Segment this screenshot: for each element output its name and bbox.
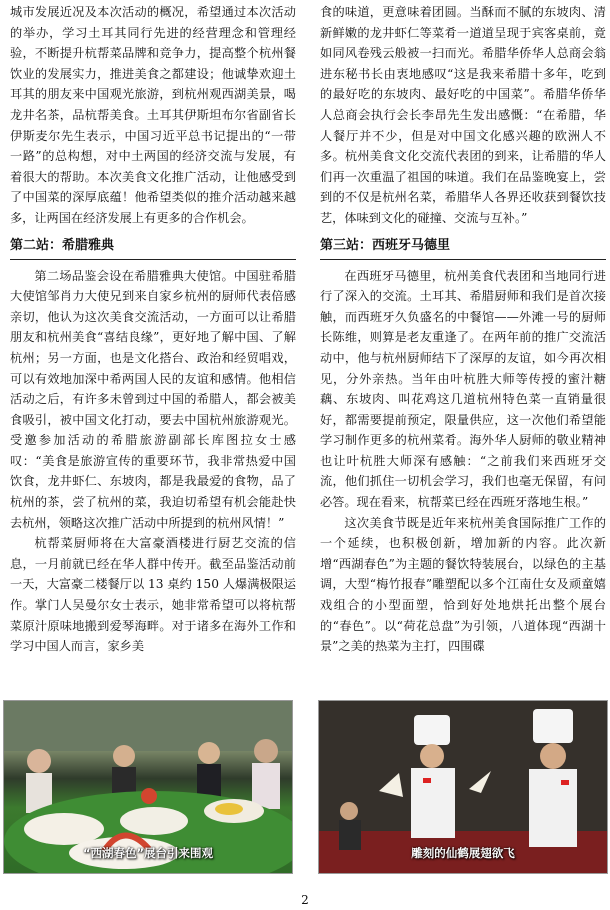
photo-right-caption: 雕刻的仙鹤展翅欲飞 [411,846,515,860]
left-paragraph-1: 第二场品鉴会设在希腊雅典大使馆。中国驻希腊大使馆邹肖力大使兄到来自家乡杭州的厨师代表倍感亲切，他认为这次美食交流活动，一方面可以让希腊朋友和杭州美食“喜结良缘”，更好地了解中国、了解杭州；另一方面，也是文化搭台、政治和经贸唱戏，可以有效地加深中希两国人民的友谊和感情。他相信活动之后，有许多未曾到过中国的希腊人，都会被美食吸引，被中国文化打动，要去中国杭州旅游观光。受邀参加活动的希腊旅游副部长库图拉女士感叹：“美食是旅游宣传的重要环节，我非常热爱中国饮食，龙井虾仁、东坡肉，都是我最爱的食物，品了杭州的茶，尝了杭州的菜，我迫切希望有机会能赴快去杭州，领略这次推广活动中所提到的杭州风情！” [10,268,296,530]
right-intro-paragraph: 食的味道，更意味着团圆。当酥而不腻的东坡肉、清新鲜嫩的龙井虾仁等菜肴一道道呈现于宾客桌前，竟如同风卷残云般被一扫而光。希腊华侨华人总商会翁进东秘书长由衷地感叹“这是我来希腊十多年，吃到的最好吃的东坡肉、最好吃的中国菜”。希腊华侨华人总商会执行会长李昂先生发出感慨：“在希腊，华人餐厅并不少，但是对中国文化感兴趣的欧洲人不多。杭州美食文化交流代表团的到来，让希腊的华人们再一次重温了祖国的味道。我们在品鉴晚宴上，尝到的不仅是杭州名菜，希腊华人各界还收获到餐饮技艺，体味到文化的碰撞、交流与互补。” [320,5,606,225]
left-paragraph-2: 杭帮菜厨师将在大富豪酒楼进行厨艺交流的信息，一月前就已经在华人群中传开。截至品鉴活动前一天，大富豪二楼餐厅以 13 桌约 150 人爆满极限运作。掌门人吴曼尔女士表示，她非常希望可以将杭帮菜原汁原味地搬到爱琴海畔。对于诸多在海外工作和学习中国人而言，家乡美 [10,536,296,654]
photo-carved-crane [318,700,608,874]
photo-left-caption: “西湖春色”展台引来围观 [82,846,214,860]
right-paragraph-2: 这次美食节既是近年来杭州美食国际推广工作的一个延续，也积极创新，增加新的内容。此次新增“西湖春色”为主题的餐饮特装展台，以绿色的主基调，大型“梅竹报春”雕塑配以多个江南仕女及顽童嬉戏组合的小型面塑，恰到好处地烘托出整个展台的“春色”。以“荷花总盘”为引领，八道体现“西湖十景”之美的热菜为主打，四围碟 [320,515,606,654]
left-column [10,2,296,657]
section-heading-madrid: 第三站：西班牙马德里 [320,236,606,260]
left-intro-paragraph: 城市发展近况及本次活动的概况，希望通过本次活动的举办，学习土耳其同行先进的经营理念和管理经验，不断提升杭帮菜品牌和竞争力，提高整个杭州餐饮业的发展实力，推进美食之都建设；他诚挚欢迎土耳其的朋友来中国观光旅游，到杭州观西湖美景，喝龙井名茶，品杭帮美食。土耳其伊斯坦布尔省副省长伊斯麦尔先生表示，中国习近平总书记提出的“一带一路”的总构想，对中土两国的经济交流与发展，有着很大的帮助。本次美食文化推广活动，让他感受到了中国菜的深厚底蕴！他希望类似的推介活动越来越多，让两国在经济发展上有更多的合作机会。 [10,5,296,225]
page-number: 2 [301,893,309,907]
right-paragraph-1: 在西班牙马德里，杭州美食代表团和当地同行进行了深入的交流。土耳其、希腊厨师和我们是首次接触，而西班牙久负盛名的中餐馆——外滩一号的厨师长陈维，则算是老友重逢了。在两年前的推广交流活动中，他与杭州厨师结下了深厚的友谊，如今再次相见，分外亲热。当年由叶杭胜大师等传授的蜜汁糖藕、东坡肉、叫花鸡这几道杭州特色菜一直销量很好，都需要提前预定，限量供应，这一次他们希望能学习制作更多的杭州菜肴。海外华人厨师的敬业精神也让叶杭胜大师深有感触：“之前我们来西班牙交流，他们抓住一切机会学习，我们也毫无保留，有问必答。现在看来，杭帮菜已经在西班牙落地生根。” [320,268,606,510]
photo-west-lake-display [3,700,293,874]
right-column [320,2,606,657]
section-heading-athens: 第二站：希腊雅典 [10,236,296,260]
